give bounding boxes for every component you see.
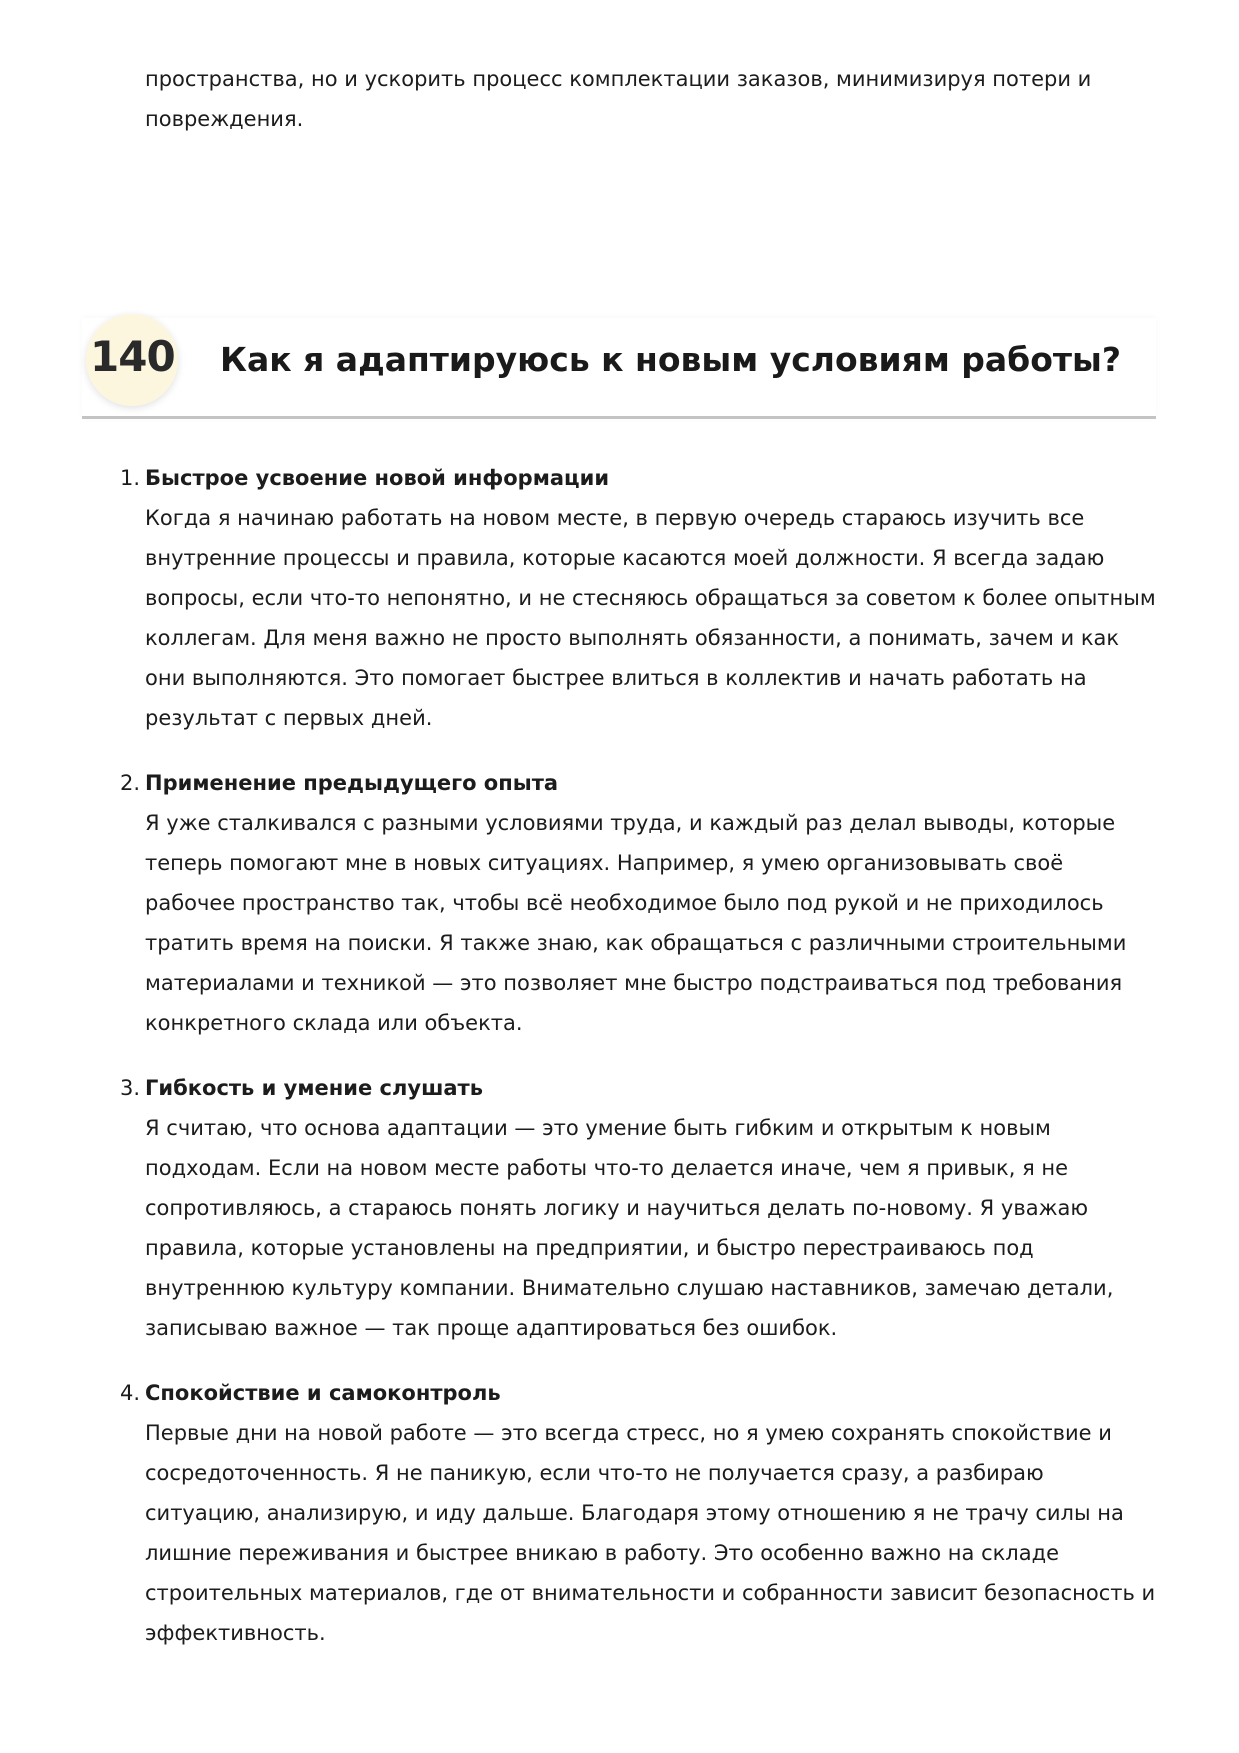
- list-item: [120, 458, 1160, 738]
- item-title: Спокойствие и самоконтроль: [145, 1381, 501, 1405]
- answer-list: [120, 458, 1160, 1678]
- item-number: 1.: [120, 466, 141, 490]
- section-number: 140: [90, 332, 175, 381]
- item-body: Я считаю, что основа адаптации — это умение быть гибким и открытым к новым подходам. Если на новом месте работы что-то делается иначе, чем я привык, я не сопротивляюсь, а стараюсь понять логику и научиться делать по-новому. Я уважаю правила, которые установлены на предприятии, и быстро перестраиваюсь под внутреннюю культуру компании. Внимательно слушаю наставников, замечаю детали, записываю важное — так проще адаптироваться без ошибок.: [145, 1116, 1114, 1340]
- item-title: Гибкость и умение слушать: [145, 1076, 483, 1100]
- section-title: Как я адаптируюсь к новым условиям работы?: [220, 340, 1122, 379]
- list-item: [120, 1373, 1160, 1653]
- item-number: 4.: [120, 1381, 141, 1405]
- item-body: Я уже сталкивался с разными условиями труда, и каждый раз делал выводы, которые теперь помогают мне в новых ситуациях. Например, я умею организовывать своё рабочее пространство так, чтобы всё необходимое было под рукой и не приходилось тратить время на поиски. Я также знаю, как обращаться с различными строительными материалами и техникой — это позволяет мне быстро подстраиваться под требования конкретного склада или объекта.: [145, 811, 1127, 1035]
- section-number-badge: [86, 314, 178, 406]
- item-title: Быстрое усвоение новой информации: [145, 466, 610, 490]
- section-heading: [82, 318, 1156, 419]
- item-body: Первые дни на новой работе — это всегда стресс, но я умею сохранять спокойствие и сосредоточенность. Я не паникую, если что-то не получается сразу, а разбираю ситуацию, анализирую, и иду дальше. Благодаря этому отношению я не трачу силы на лишние переживания и быстрее вникаю в работу. Это особенно важно на складе строительных материалов, где от внимательности и собранности зависит безопасность и эффективность.: [145, 1421, 1156, 1645]
- item-number: 2.: [120, 771, 141, 795]
- intro-paragraph: пространства, но и ускорить процесс комплектации заказов, минимизируя потери и повреждения.: [145, 67, 1092, 131]
- list-item: [120, 763, 1160, 1043]
- item-number: 3.: [120, 1076, 141, 1100]
- item-title: Применение предыдущего опыта: [145, 771, 559, 795]
- list-item: [120, 1068, 1160, 1348]
- item-body: Когда я начинаю работать на новом месте, в первую очередь стараюсь изучить все внутренние процессы и правила, которые касаются моей должности. Я всегда задаю вопросы, если что-то непонятно, и не стесняюсь обращаться за советом к более опытным коллегам. Для меня важно не просто выполнять обязанности, а понимать, зачем и как они выполняются. Это помогает быстрее влиться в коллектив и начать работать на результат с первых дней.: [145, 506, 1156, 730]
